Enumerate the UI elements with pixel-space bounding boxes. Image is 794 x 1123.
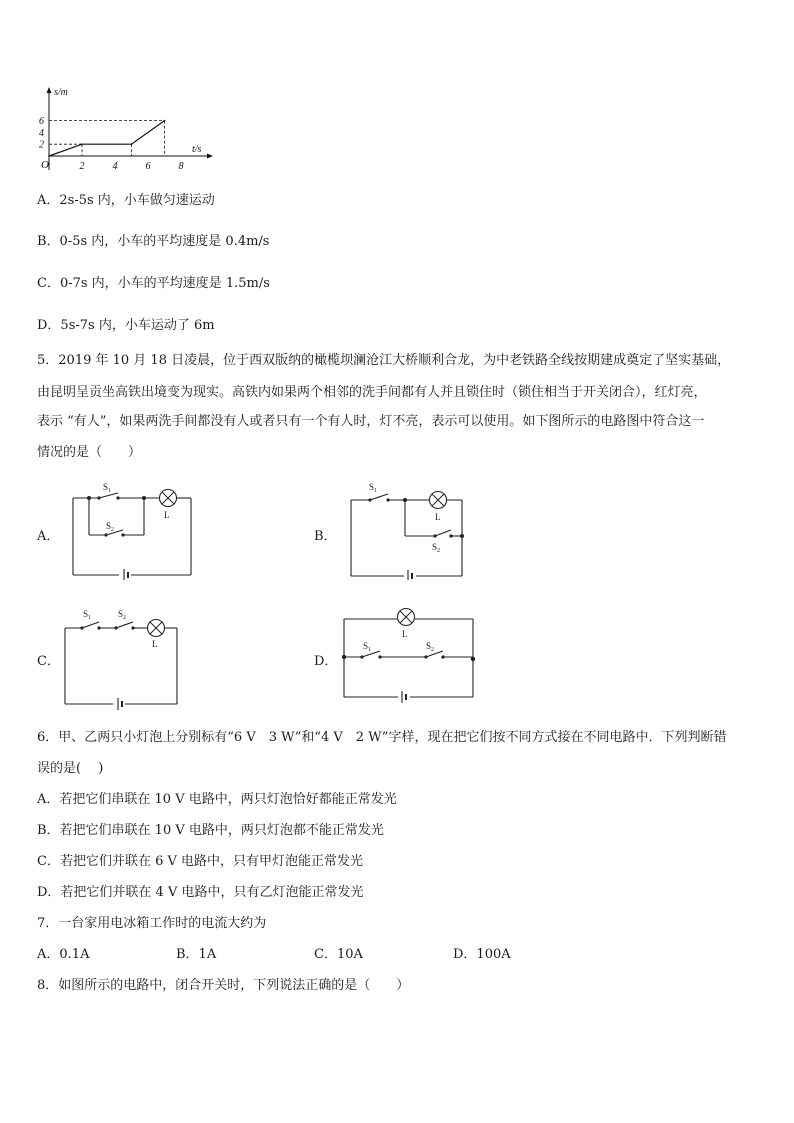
circuit-d xyxy=(338,603,478,705)
lamp-label: L xyxy=(164,510,170,520)
q5-line-1: 5．2019 年 10 月 18 日凌晨，位于西双版纳的橄榄坝澜沧江大桥顺利合龙，为中老铁路全线按期建成奠定了坚实基础， xyxy=(37,353,731,368)
q7-option-d: D．100A xyxy=(453,947,511,962)
lamp-icon xyxy=(148,620,165,637)
x-tick-label: 2 xyxy=(79,161,85,172)
switch-s2-label: $S_2$ xyxy=(432,542,441,554)
q5-line-2: 由昆明呈贡坐高铁出境变为现实。高铁内如果两个相邻的洗手间都有人并且锁住时（锁住相当于开关闭合），红灯亮， xyxy=(37,385,707,400)
switch-s2-label: $S_2$ xyxy=(106,521,115,533)
switch-s1-label: $S_1$ xyxy=(369,482,378,494)
circuit-a xyxy=(66,480,201,580)
q7-stem: 7．一台家用电冰箱工作时的电流大约为 xyxy=(37,916,267,931)
y-tick-label: 6 xyxy=(39,116,44,128)
circuit-a-label: A． xyxy=(37,529,60,544)
data-point xyxy=(48,155,50,157)
q5-line-3: 表示 “有人”，如果两洗手间都没有人或者只有一个有人时，灯不亮，表示可以使用。如下图所示的电路图中符合这一 xyxy=(37,414,705,429)
q6-line-1: 6．甲、乙两只小灯泡上分别标有“6 V 3 W”和“4 V 2 W”字样，现在把它们按不同方式接在不同电路中．下列判断错 xyxy=(37,730,727,745)
q6-option-d: D．若把它们并联在 4 V 电路中，只有乙灯泡能正常发光 xyxy=(37,885,364,900)
switch-s2-label: $S_2$ xyxy=(118,609,127,621)
circuit-c xyxy=(60,605,185,710)
lamp-icon xyxy=(430,492,447,509)
circuit-b-label: B． xyxy=(314,529,337,544)
q5-line-4: 情况的是（ ） xyxy=(37,445,142,460)
x-axis-arrow xyxy=(207,154,213,159)
q7-option-b: B．1A xyxy=(176,947,217,962)
x-tick-label: 6 xyxy=(145,161,151,172)
data-point xyxy=(131,143,133,145)
q7-option-c: C．10A xyxy=(314,947,363,962)
q6-option-a: A．若把它们串联在 10 V 电路中，两只灯泡恰好都能正常发光 xyxy=(37,792,397,807)
switch-s1-label: $S_1$ xyxy=(363,641,372,653)
data-point xyxy=(164,120,166,122)
x-axis-label: t/s xyxy=(192,144,202,155)
series-line xyxy=(49,121,165,156)
q4-option-c: C．0-7s 内，小车的平均速度是 1.5m/s xyxy=(37,276,270,291)
data-point xyxy=(81,143,83,145)
q8-stem: 8．如图所示的电路中，闭合开关时，下列说法正确的是（ ） xyxy=(37,978,410,993)
st-graph xyxy=(30,84,220,180)
q4-option-a: A．2s-5s 内，小车做匀速运动 xyxy=(37,193,215,208)
x-tick-label: 4 xyxy=(112,161,118,172)
q4-option-b: B．0-5s 内，小车的平均速度是 0.4m/s xyxy=(37,234,270,249)
lamp-icon xyxy=(160,490,177,507)
lamp-label: L xyxy=(435,512,441,522)
y-tick-label: 2 xyxy=(39,139,44,151)
lamp-label: L xyxy=(402,629,408,639)
lamp-icon xyxy=(398,609,415,626)
switch-s1-label: $S_1$ xyxy=(103,482,112,494)
q6-option-c: C．若把它们并联在 6 V 电路中，只有甲灯泡能正常发光 xyxy=(37,854,364,869)
switch-s1-label: $S_1$ xyxy=(83,609,92,621)
origin-label: O xyxy=(41,159,49,171)
circuit-c-label: C． xyxy=(37,654,60,669)
lamp-label: L xyxy=(152,639,158,649)
q7-option-a: A．0.1A xyxy=(37,947,90,962)
x-tick-label: 8 xyxy=(178,161,184,172)
circuit-d-label: D． xyxy=(314,654,338,669)
circuit-b xyxy=(345,480,470,580)
q6-line-2: 误的是( ) xyxy=(37,761,104,776)
switch-s2-label: $S_2$ xyxy=(426,641,435,653)
q6-option-b: B．若把它们串联在 10 V 电路中，两只灯泡都不能正常发光 xyxy=(37,823,384,838)
y-axis-label: s/m xyxy=(54,87,68,98)
y-tick-label: 4 xyxy=(39,127,44,139)
y-axis-arrow xyxy=(47,87,52,93)
q4-option-d: D．5s-7s 内，小车运动了 6m xyxy=(37,318,215,333)
